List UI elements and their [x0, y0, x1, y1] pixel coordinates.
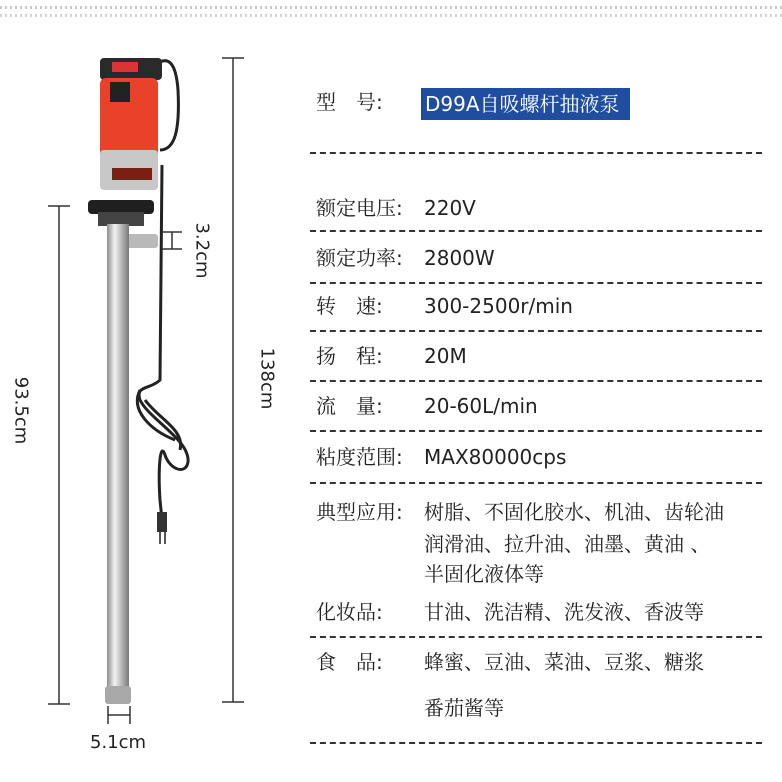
spec-label-viscosity: 粘度范围: — [316, 445, 403, 469]
divider — [310, 282, 762, 284]
spec-label-speed: 转 速: — [316, 294, 383, 318]
divider — [310, 636, 762, 638]
spec-label-food: 食 品: — [316, 650, 383, 674]
spec-value-head: 20M — [424, 344, 467, 368]
spec-value-cosmetics: 甘油、洗洁精、洗发液、香波等 — [424, 600, 704, 624]
tube-foot — [105, 686, 131, 704]
pump-tube — [107, 224, 129, 694]
flange — [88, 200, 154, 214]
spec-value-model: D99A自吸螺杆抽液泵 — [421, 88, 630, 120]
divider — [310, 482, 762, 484]
divider — [310, 230, 762, 232]
spec-label-power: 额定功率: — [316, 246, 403, 270]
tube-length-label: 93.5cm — [10, 376, 32, 445]
spec-label-typical: 典型应用: — [316, 500, 403, 524]
spec-value-typical-line: 半固化液体等 — [424, 562, 544, 586]
plug — [157, 512, 167, 532]
spec-value-flow: 20-60L/min — [424, 394, 538, 418]
spec-label-head: 扬 程: — [316, 344, 383, 368]
spec-value-typical-line: 树脂、不固化胶水、机油、齿轮油 — [424, 500, 724, 524]
spec-label-cosmetics: 化妆品: — [316, 600, 383, 624]
spec-value-typical-line: 润滑油、拉升油、油墨、黄油 、 — [424, 532, 711, 556]
cord-top — [160, 61, 178, 150]
spec-value-speed: 300-2500r/min — [424, 294, 573, 318]
divider — [310, 380, 762, 382]
divider — [310, 742, 762, 744]
divider — [310, 152, 762, 154]
spec-value-power: 2800W — [424, 246, 495, 270]
spec-label-voltage: 额定电压: — [316, 196, 403, 220]
divider — [310, 330, 762, 332]
total-height-label: 138cm — [256, 347, 278, 410]
spec-value-voltage: 220V — [424, 196, 476, 220]
outlet — [124, 234, 158, 248]
divider — [310, 430, 762, 432]
spec-label-model: 型 号: — [316, 90, 383, 114]
outlet-height-label: 3.2cm — [191, 222, 213, 279]
cord-coil — [139, 165, 188, 520]
tube-diameter-label: 5.1cm — [90, 732, 147, 753]
spec-label-flow: 流 量: — [316, 394, 383, 418]
motor-badge — [112, 62, 138, 72]
spec-value-food-line: 蜂蜜、豆油、菜油、豆浆、糖浆 — [424, 650, 704, 674]
spec-value-food-line: 番茄酱等 — [424, 696, 504, 720]
spec-value-viscosity: MAX80000cps — [424, 445, 567, 469]
